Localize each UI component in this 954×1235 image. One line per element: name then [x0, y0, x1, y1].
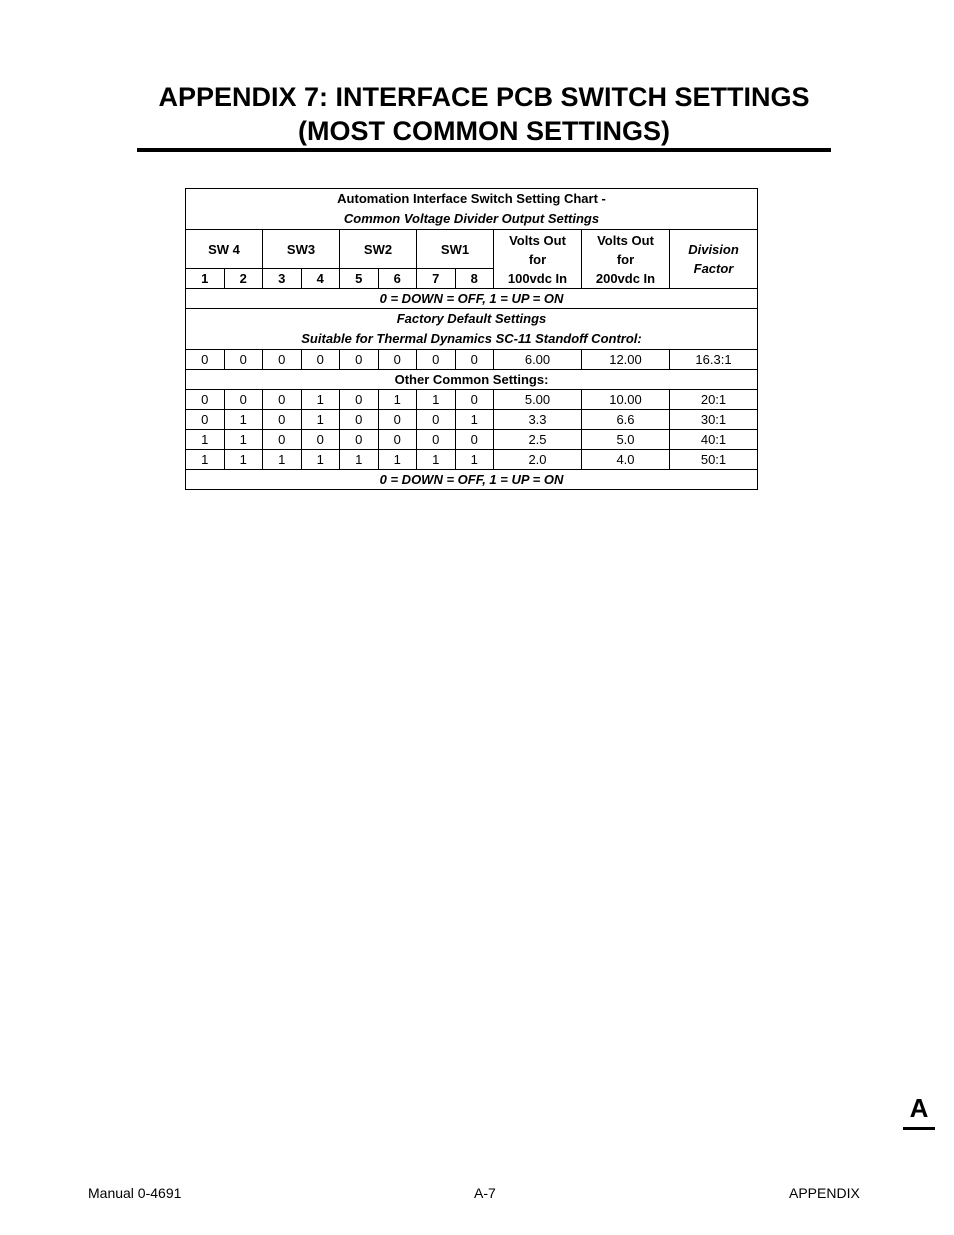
table-cell: 0	[417, 430, 456, 450]
table-cell: 1	[340, 450, 379, 470]
division-factor-line-1: Division	[688, 242, 739, 257]
table-cell: 2.0	[494, 450, 582, 470]
factory-default-heading-line-1: Factory Default Settings	[396, 311, 547, 326]
footer-manual-number: Manual 0-4691	[88, 1185, 182, 1201]
table-cell: 0	[417, 410, 456, 430]
table-cell: 0	[340, 390, 379, 410]
table-cell: 1	[186, 430, 225, 450]
table-cell: 0	[378, 350, 417, 370]
table-cell: 3.3	[494, 410, 582, 430]
factory-default-heading-line-2: Suitable for Thermal Dynamics SC-11 Standoff Control:	[301, 331, 642, 346]
switch-group-sw3: SW3	[263, 230, 340, 269]
table-cell: 0	[378, 410, 417, 430]
page-title-line-1: APPENDIX 7: INTERFACE PCB SWITCH SETTINGS	[158, 82, 810, 112]
table-caption	[186, 189, 758, 230]
table-cell: 50:1	[670, 450, 758, 470]
table-cell: 0	[455, 390, 494, 410]
table-cell: 0	[263, 350, 302, 370]
switch-setting-table	[185, 188, 758, 490]
table-cell: 40:1	[670, 430, 758, 450]
table-cell: 1	[301, 450, 340, 470]
table-cell: 0	[186, 410, 225, 430]
table-row-default	[186, 350, 758, 370]
appendix-tab-underline	[903, 1127, 935, 1130]
switch-number: 8	[455, 269, 494, 289]
table-cell: 4.0	[582, 450, 670, 470]
table-cell: 0	[340, 410, 379, 430]
table-row	[186, 430, 758, 450]
table-cell: 1	[455, 450, 494, 470]
table-cell: 6.6	[582, 410, 670, 430]
table-cell: 1	[301, 390, 340, 410]
switch-number: 2	[224, 269, 263, 289]
table-cell: 0	[224, 390, 263, 410]
volts-100-line-3: 100vdc In	[507, 270, 568, 286]
table-cell: 10.00	[582, 390, 670, 410]
other-settings-heading: Other Common Settings:	[186, 370, 758, 390]
table-cell: 0	[378, 430, 417, 450]
switch-number: 5	[340, 269, 379, 289]
table-cell: 1	[378, 390, 417, 410]
column-header-division-factor	[670, 230, 758, 289]
table-cell: 0	[186, 390, 225, 410]
table-row	[186, 450, 758, 470]
switch-group-sw1: SW1	[417, 230, 494, 269]
table-cell: 0	[455, 430, 494, 450]
volts-100-line-1: Volts Out	[509, 232, 566, 248]
switch-number: 1	[186, 269, 225, 289]
table-cell: 5.00	[494, 390, 582, 410]
title-underline	[137, 148, 831, 152]
table-caption-line-2: Common Voltage Divider Output Settings	[343, 211, 600, 226]
table-row	[186, 410, 758, 430]
table-cell: 1	[455, 410, 494, 430]
table-cell: 12.00	[582, 350, 670, 370]
table-cell: 0	[455, 350, 494, 370]
table-cell: 0	[263, 390, 302, 410]
switch-number: 4	[301, 269, 340, 289]
column-header-volts-200	[582, 230, 670, 289]
table-cell: 0	[263, 430, 302, 450]
table-row	[186, 390, 758, 410]
page-title	[137, 80, 831, 148]
page-title-line-2: (MOST COMMON SETTINGS)	[298, 116, 670, 146]
volts-100-line-2: for	[528, 251, 547, 267]
table-cell: 2.5	[494, 430, 582, 450]
table-cell: 0	[301, 430, 340, 450]
switch-number: 3	[263, 269, 302, 289]
table-cell: 5.0	[582, 430, 670, 450]
volts-200-line-2: for	[616, 251, 635, 267]
table-cell: 1	[301, 410, 340, 430]
table-cell: 0	[224, 350, 263, 370]
switch-number: 7	[417, 269, 456, 289]
appendix-tab-letter: A	[909, 1093, 929, 1123]
table-cell: 20:1	[670, 390, 758, 410]
factory-default-heading	[186, 309, 758, 350]
table-cell: 1	[224, 430, 263, 450]
legend-row-top: 0 = DOWN = OFF, 1 = UP = ON	[186, 289, 758, 309]
switch-group-sw4: SW 4	[186, 230, 263, 269]
table-cell: 6.00	[494, 350, 582, 370]
column-header-volts-100	[494, 230, 582, 289]
volts-200-line-1: Volts Out	[597, 232, 654, 248]
legend-row-bottom: 0 = DOWN = OFF, 1 = UP = ON	[186, 470, 758, 490]
table-cell: 1	[263, 450, 302, 470]
table-cell: 0	[340, 350, 379, 370]
table-cell: 30:1	[670, 410, 758, 430]
table-cell: 0	[263, 410, 302, 430]
table-caption-line-1: Automation Interface Switch Setting Chart -	[337, 191, 606, 206]
table-cell: 1	[186, 450, 225, 470]
table-cell: 0	[186, 350, 225, 370]
table-cell: 0	[301, 350, 340, 370]
volts-200-line-3: 200vdc In	[595, 270, 656, 286]
table-cell: 1	[417, 390, 456, 410]
footer-page-number: A-7	[474, 1185, 496, 1201]
table-cell: 16.3:1	[670, 350, 758, 370]
switch-number: 6	[378, 269, 417, 289]
switch-group-sw2: SW2	[340, 230, 417, 269]
division-factor-line-2: Factor	[693, 261, 734, 276]
table-cell: 1	[378, 450, 417, 470]
table-cell: 1	[224, 410, 263, 430]
table-cell: 0	[417, 350, 456, 370]
footer-section-name: APPENDIX	[789, 1185, 860, 1201]
table-cell: 1	[417, 450, 456, 470]
table-cell: 0	[340, 430, 379, 450]
table-cell: 1	[224, 450, 263, 470]
